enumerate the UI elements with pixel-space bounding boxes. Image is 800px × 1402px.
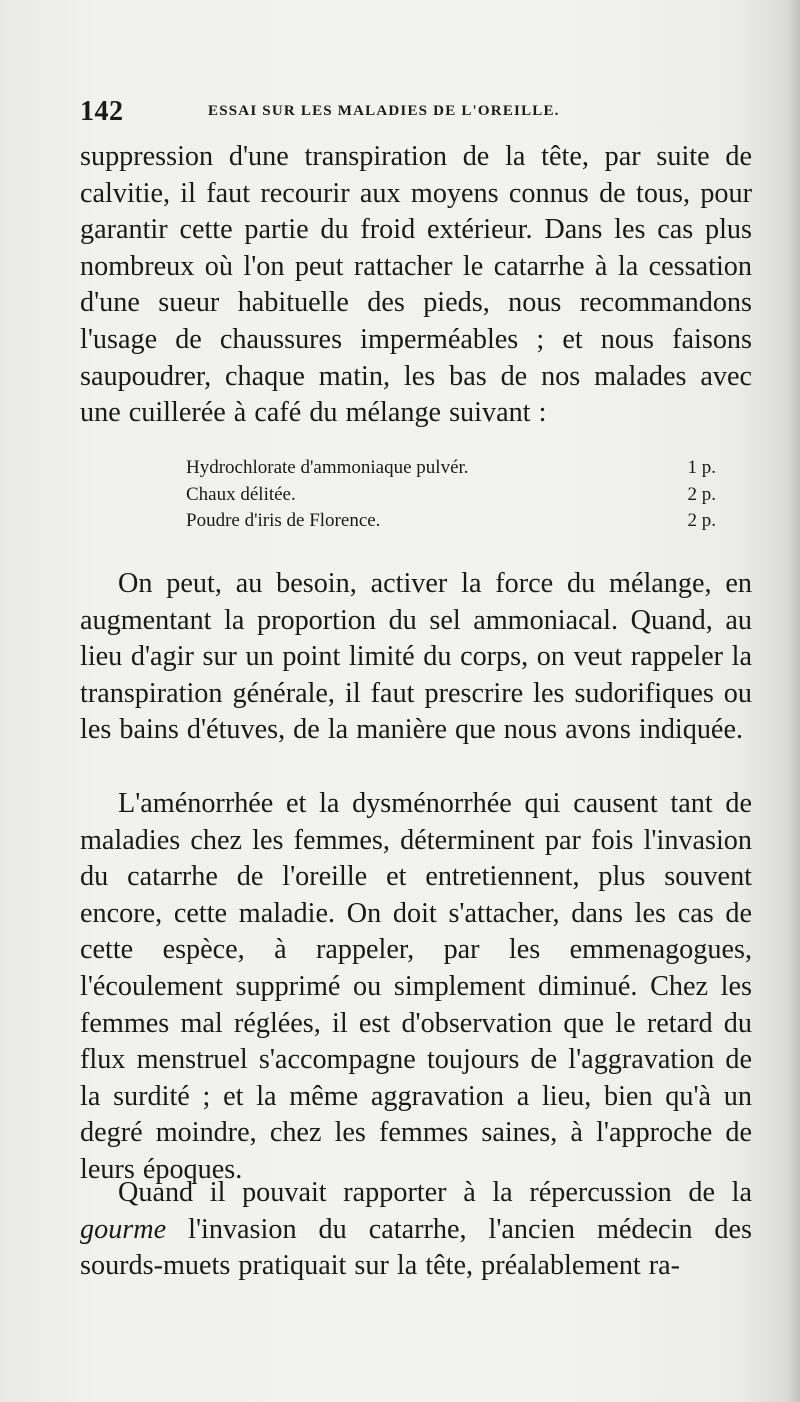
paragraph-gourme-end: l'invasion du catarrhe, l'ancien médecin des sourds-muets pratiquait sur la tête, préalablement ra- — [80, 1213, 752, 1282]
recipe-row — [186, 455, 716, 482]
italic-term-gourme: gourme — [80, 1213, 167, 1245]
recipe-quantity: 2 p. — [687, 483, 716, 505]
paragraph-gourme — [80, 1175, 752, 1285]
recipe-ingredient: Chaux délitée. — [186, 483, 296, 505]
paragraph-continued: suppression d'une transpiration de la tête, par suite de calvitie, il faut recourir aux moyens connus de tous, pour garantir cette partie du froid extérieur. Dans les cas plus nombreux où l'on peut rattacher le catarrhe à la cessation d'une sueur habituelle des pieds, nous recommandons l'usage de chaussures imperméables ; et nous faisons saupoudrer, chaque matin, les bas de nos malades avec une cuillerée à café du mélange suivant : — [80, 141, 752, 429]
recipe-ingredient: Hydrochlorate d'ammoniaque pulvér. — [186, 457, 469, 478]
recipe-ingredient: Poudre d'iris de Florence. — [186, 510, 381, 531]
running-head: ESSAI SUR LES MALADIES DE L'OREILLE. — [208, 103, 560, 119]
recipe-list — [186, 455, 716, 535]
page-number: 142 — [80, 96, 124, 127]
paragraph-gourme-start: Quand il pouvait rapporter à la répercussion de la — [118, 1177, 752, 1208]
paragraph-amenorrhea: L'aménorrhée et la dysménorrhée qui causent tant de maladies chez les femmes, déterminent par fois l'invasion du catarrhe de l'oreille et entretiennent, plus souvent encore, cette maladie. On doit s'attacher, dans les cas de cette espèce, à rappeler, par les emmenagogues, l'écoulement supprimé ou simplement diminué. Chez les femmes mal réglées, il est d'observation que le retard du flux menstruel s'accompagne toujours de l'aggravation de la surdité ; et la même aggravation a lieu, bien qu'à un degré moindre, chez les femmes saines, à l'approche de leurs époques. — [80, 788, 752, 1185]
paragraph-mixture: On peut, au besoin, activer la force du mélange, en augmentant la proportion du sel ammoniacal. Quand, au lieu d'agir sur un point limité du corps, on veut rappeler la transpiration générale, il faut prescrire les sudorifiques ou les bains d'étuves, de la manière que nous avons indiquée. — [80, 568, 752, 746]
recipe-row — [186, 508, 716, 535]
recipe-quantity: 2 p. — [687, 510, 716, 531]
recipe-row — [186, 482, 716, 509]
page-edge-shadow — [786, 0, 800, 1402]
recipe-quantity: 1 p. — [687, 457, 716, 478]
page-header — [80, 96, 740, 132]
